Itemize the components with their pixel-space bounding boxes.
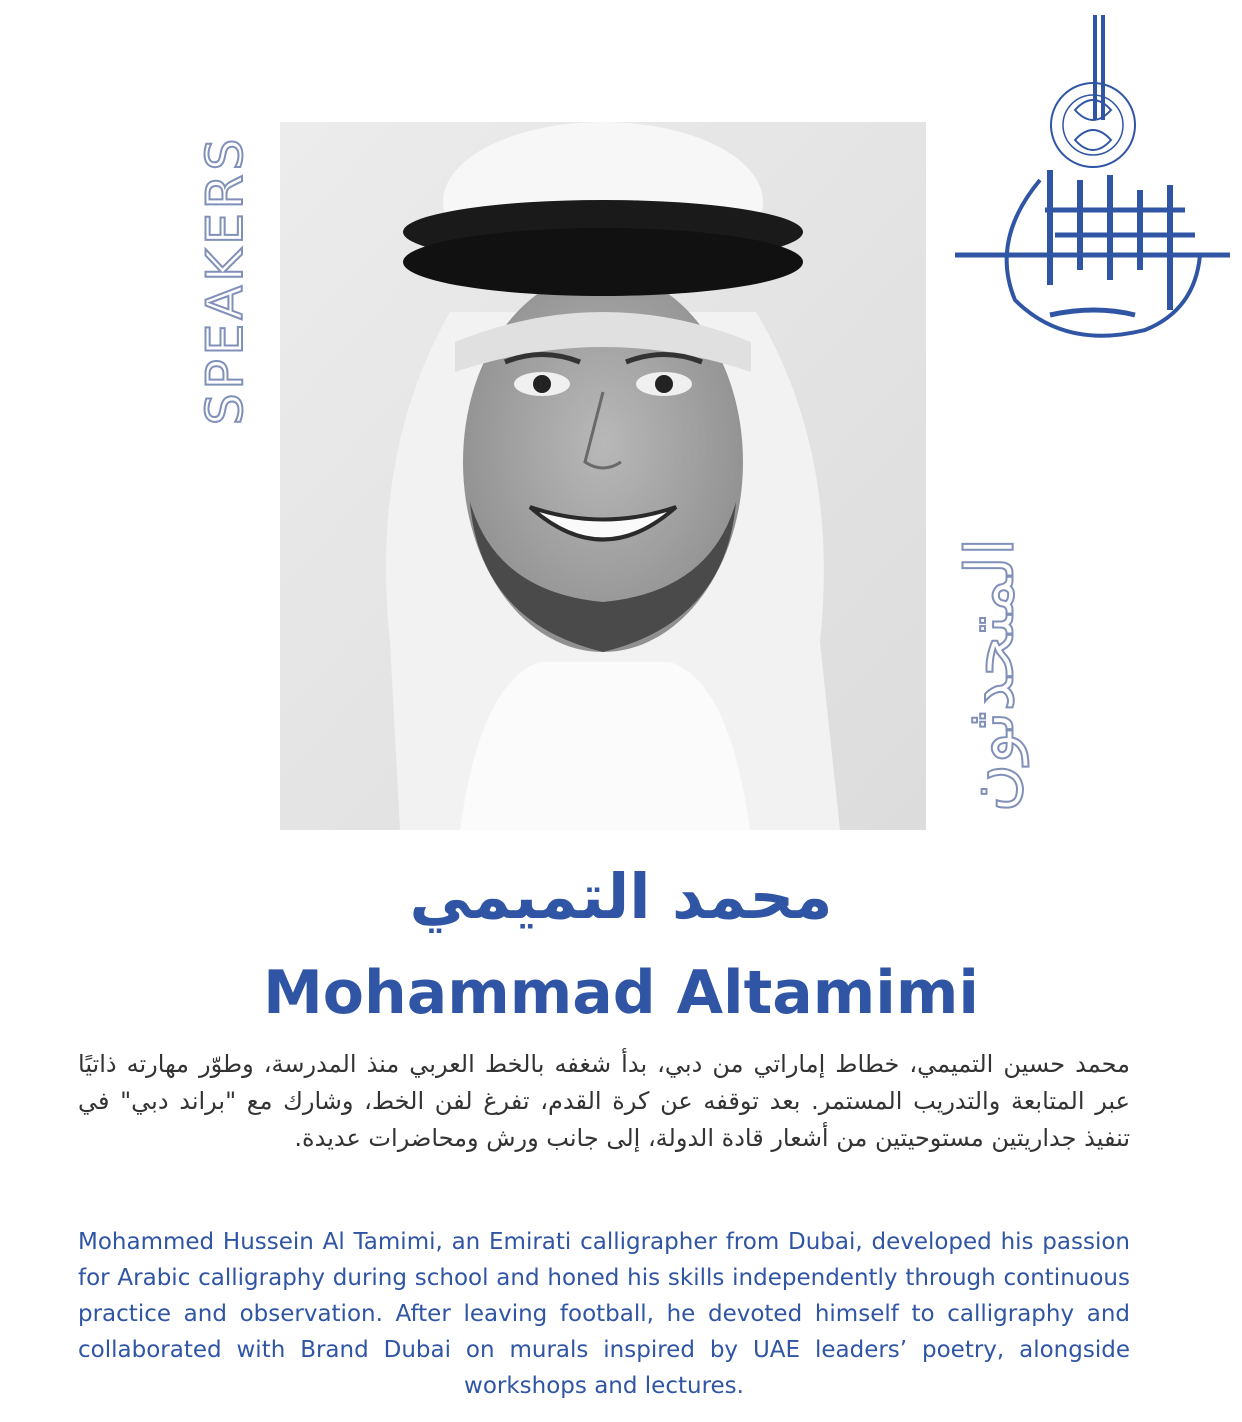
calligraphy-emblem-icon [945, 10, 1235, 350]
speaker-name-english: Mohammad Altamimi [263, 958, 979, 1028]
speakers-label-arabic [950, 510, 1030, 840]
speakers-label [195, 120, 255, 440]
speaker-bio-arabic: محمد حسين التميمي، خطاط إماراتي من دبي، بدأ شغفه بالخط العربي منذ المدرسة، وطوّر مهارته ذاتيًا عبر المتابعة والتدريب المستمر. بعد توقفه عن كرة القدم، تفرغ لفن الخط، وشارك مع "براند دبي" في تنفيذ جداريتين مستوحيتين من أشعار قادة الدولة، إلى جانب ورش ومحاضرات عديدة. [78, 1050, 1130, 1152]
speaker-photo [280, 122, 926, 830]
speakers-label-arabic-text: المتحدثون [951, 537, 1029, 813]
speaker-portrait [280, 122, 926, 830]
speaker-bio-english: Mohammed Hussein Al Tamimi, an Emirati calligrapher from Dubai, developed his passion for Arabic calligraphy during school and honed his skills independently through continuous practice and observation. After leaving football, he devoted himself to calligraphy and collaborated with Brand Dubai on murals inspired by UAE leaders’ poetry, alongside workshops and lectures. [78, 1229, 1130, 1399]
event-logo [945, 10, 1235, 350]
speakers-label-text: SPEAKERS [196, 134, 254, 426]
speaker-name-arabic: محمد التميمي [409, 860, 833, 933]
